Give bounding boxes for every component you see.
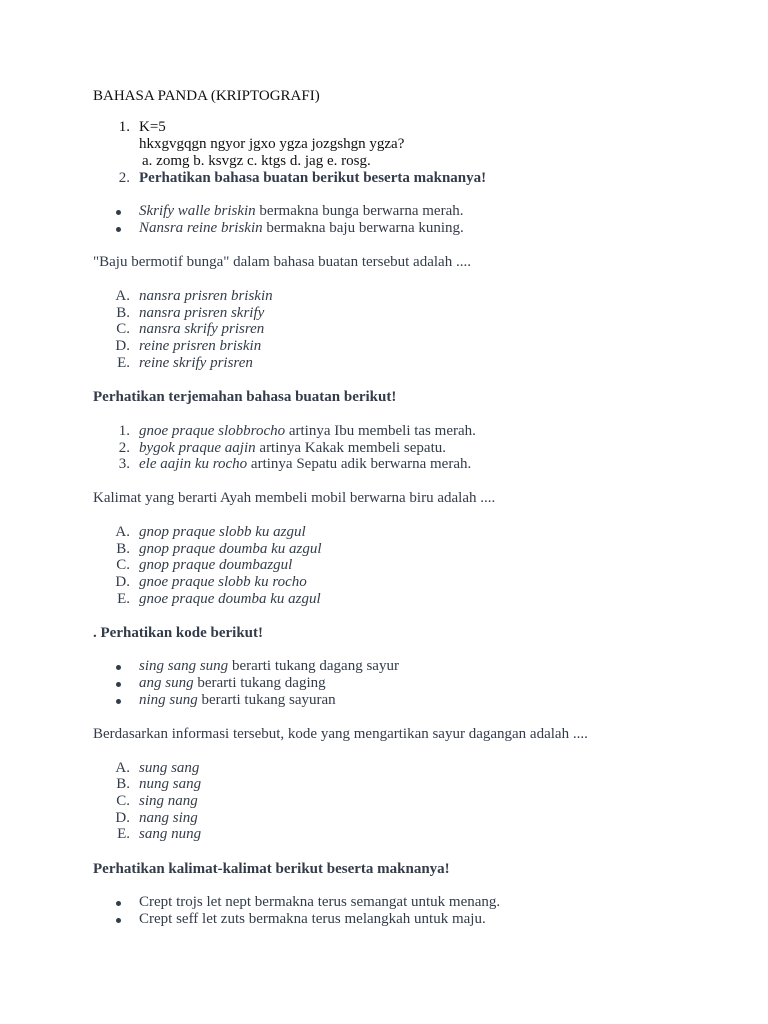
item-number: 3. xyxy=(118,456,130,472)
option-text: nansra prisren briskin xyxy=(139,288,273,304)
list-item: Crept seff let zuts bermakna terus melangkah untuk maju. xyxy=(139,911,486,927)
option-letter: D. xyxy=(115,338,130,354)
option-text: nang sing xyxy=(139,810,198,826)
list-item xyxy=(139,456,471,473)
list-item xyxy=(139,203,463,220)
list-item xyxy=(139,658,399,675)
option-text: nansra prisren skrify xyxy=(139,305,265,321)
code-phrase: ning sung xyxy=(139,692,198,708)
option-text: gnop praque slobb ku azgul xyxy=(139,524,306,540)
meaning-text: artinya Sepatu adik berwarna merah. xyxy=(247,456,472,472)
option-letter: C. xyxy=(116,321,130,337)
option-text: gnop praque doumbazgul xyxy=(139,557,293,573)
option-text: reine skrify prisren xyxy=(139,355,253,371)
bullet-icon xyxy=(116,227,121,232)
q3-heading: Perhatikan terjemahan bahasa buatan berikut! xyxy=(93,389,397,405)
document-title: BAHASA PANDA (KRIPTOGRAFI) xyxy=(93,88,320,104)
option-text: gnoe praque doumba ku azgul xyxy=(139,591,321,607)
option-text: sing nang xyxy=(139,793,198,809)
item-number: 2. xyxy=(118,440,130,456)
q1-key: K=5 xyxy=(139,119,166,135)
code-phrase: bygok praque aajin xyxy=(139,440,256,456)
q1-number: 1. xyxy=(118,119,130,135)
list-item xyxy=(139,675,326,692)
option-letter: B. xyxy=(116,776,130,792)
code-phrase: sing sang sung xyxy=(139,658,229,674)
q2-number: 2. xyxy=(118,170,130,186)
q1-cipher: hkxgvgqgn ngyor jgxo ygza jozgshgn ygza? xyxy=(139,136,405,152)
code-phrase: ang sung xyxy=(139,675,194,691)
meaning-text: artinya Ibu membeli tas merah. xyxy=(285,423,476,439)
list-item xyxy=(139,440,446,457)
option-letter: A. xyxy=(115,288,130,304)
option-letter: C. xyxy=(116,793,130,809)
option-letter: B. xyxy=(116,541,130,557)
meaning-text: berarti tukang sayuran xyxy=(197,692,336,708)
option-text: nansra skrify prisren xyxy=(139,321,265,337)
list-item xyxy=(139,220,464,237)
option-letter: B. xyxy=(116,305,130,321)
q4-question: Berdasarkan informasi tersebut, kode yang mengartikan sayur dagangan adalah .... xyxy=(93,726,588,742)
meaning-text: artinya Kakak membeli sepatu. xyxy=(255,440,447,456)
bullet-icon xyxy=(116,918,121,923)
option-text: gnop praque doumba ku azgul xyxy=(139,541,322,557)
code-phrase: Skrify walle briskin xyxy=(139,203,256,219)
meaning-text: berarti tukang dagang sayur xyxy=(228,658,399,674)
option-letter: A. xyxy=(115,760,130,776)
option-letter: D. xyxy=(115,574,130,590)
option-letter: E. xyxy=(117,826,130,842)
q1-options: a. zomg b. ksvgz c. ktgs d. jag e. rosg. xyxy=(142,153,371,169)
meaning-text: berarti tukang daging xyxy=(193,675,326,691)
option-letter: D. xyxy=(115,810,130,826)
q4-heading: . Perhatikan kode berikut! xyxy=(93,625,264,641)
list-item xyxy=(139,692,336,709)
option-letter: E. xyxy=(117,355,130,371)
bullet-icon xyxy=(116,665,121,670)
option-text: reine prisren briskin xyxy=(139,338,262,354)
bullet-icon xyxy=(116,682,121,687)
q5-heading: Perhatikan kalimat-kalimat berikut beserta maknanya! xyxy=(93,861,450,877)
option-letter: C. xyxy=(116,557,130,573)
code-phrase: ele aajin ku rocho xyxy=(139,456,248,472)
option-text: nung sang xyxy=(139,776,202,792)
q2-question: "Baju bermotif bunga" dalam bahasa buatan tersebut adalah .... xyxy=(93,254,471,270)
bullet-icon xyxy=(116,210,121,215)
code-phrase: Nansra reine briskin xyxy=(139,220,263,236)
option-letter: A. xyxy=(115,524,130,540)
option-letter: E. xyxy=(117,591,130,607)
item-number: 1. xyxy=(118,423,130,439)
meaning-text: bermakna baju berwarna kuning. xyxy=(262,220,464,236)
code-phrase: gnoe praque slobbrocho xyxy=(139,423,286,439)
option-text: sung sang xyxy=(139,760,200,776)
bullet-icon xyxy=(116,699,121,704)
q3-question: Kalimat yang berarti Ayah membeli mobil berwarna biru adalah .... xyxy=(93,490,496,506)
list-item: Crept trojs let nept bermakna terus semangat untuk menang. xyxy=(139,894,501,910)
option-text: gnoe praque slobb ku rocho xyxy=(139,574,307,590)
q2-heading: Perhatikan bahasa buatan berikut beserta maknanya! xyxy=(139,170,487,186)
bullet-icon xyxy=(116,901,121,906)
option-text: sang nung xyxy=(139,826,202,842)
meaning-text: bermakna bunga berwarna merah. xyxy=(255,203,464,219)
list-item xyxy=(139,423,476,440)
